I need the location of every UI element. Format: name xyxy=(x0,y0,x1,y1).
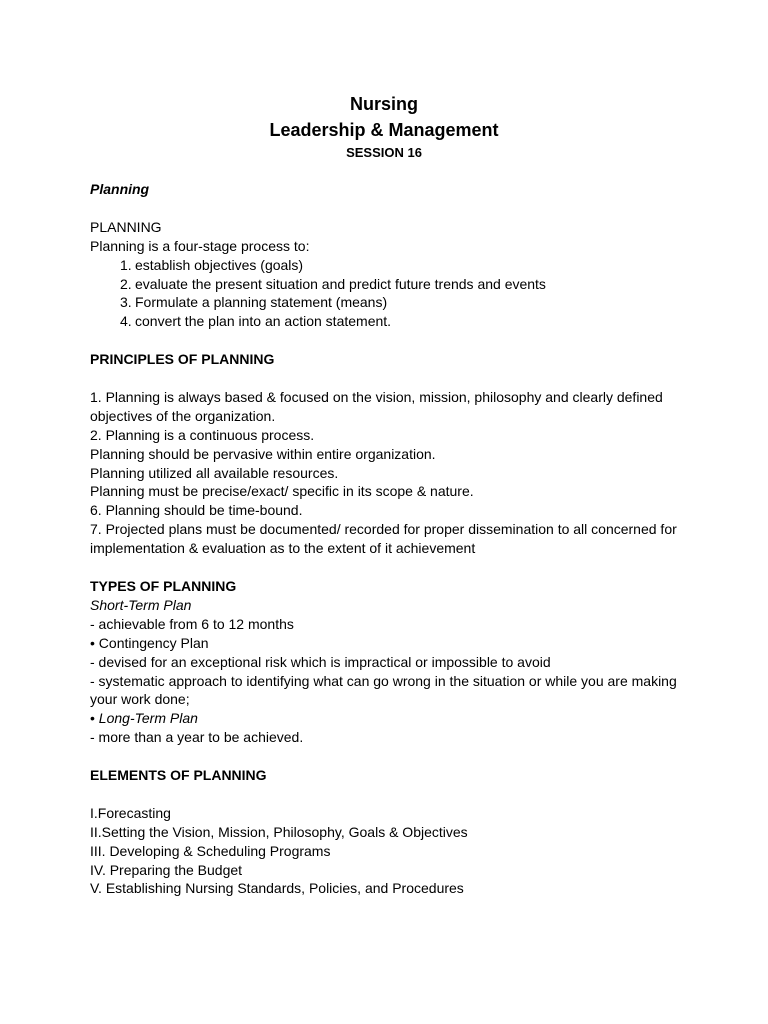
principles-heading: PRINCIPLES OF PLANNING xyxy=(90,351,275,368)
contingency-plan-detail: - devised for an exceptional risk which is impractical or impossible to avoid xyxy=(90,653,551,670)
list-item xyxy=(90,312,690,331)
list-item-text: establish objectives (goals) xyxy=(135,256,304,273)
principle-item: Planning must be precise/exact/ specific in its scope & nature. xyxy=(90,483,474,500)
short-term-plan-detail: - achievable from 6 to 12 months xyxy=(90,615,294,632)
list-item-text: Formulate a planning statement (means) xyxy=(135,294,388,311)
list-item-number: 4. xyxy=(120,313,132,330)
session-label: SESSION 16 xyxy=(346,145,422,160)
element-item: V. Establishing Nursing Standards, Policies, and Procedures xyxy=(90,880,464,897)
spacer xyxy=(90,785,690,804)
element-item: I.Forecasting xyxy=(90,804,171,821)
contingency-plan-label: • Contingency Plan xyxy=(90,634,209,651)
planning-steps-list xyxy=(90,256,690,332)
principle-item: 6. Planning should be time-bound. xyxy=(90,502,303,519)
spacer xyxy=(90,558,690,577)
list-item-number: 2. xyxy=(120,275,132,292)
contingency-plan-detail: - systematic approach to identifying what can go wrong in the situation or while you are making your work done; xyxy=(90,672,677,708)
list-item-number: 1. xyxy=(120,256,132,273)
planning-section-heading: Planning xyxy=(90,181,150,197)
long-term-plan-row xyxy=(90,709,690,728)
element-item: IV. Preparing the Budget xyxy=(90,861,243,878)
spacer xyxy=(90,331,690,350)
spacer xyxy=(90,747,690,766)
list-item-text: evaluate the present situation and predict future trends and events xyxy=(135,275,546,292)
list-item xyxy=(90,256,690,275)
spacer xyxy=(90,369,690,388)
planning-label: PLANNING xyxy=(90,218,162,235)
spacer xyxy=(90,199,690,218)
types-heading: TYPES OF PLANNING xyxy=(90,577,237,594)
list-item-number: 3. xyxy=(120,294,132,311)
planning-intro: Planning is a four-stage process to: xyxy=(90,237,310,254)
document-subtitle: Leadership & Management xyxy=(269,120,499,140)
element-item: II.Setting the Vision, Mission, Philosophy, Goals & Objectives xyxy=(90,823,468,840)
principle-item: Planning utilized all available resources. xyxy=(90,464,339,481)
document-body xyxy=(90,180,690,898)
long-term-plan-detail: - more than a year to be achieved. xyxy=(90,729,304,746)
document-title: Nursing xyxy=(349,94,418,114)
bullet: • xyxy=(90,710,99,727)
principle-item: 2. Planning is a continuous process. xyxy=(90,426,315,443)
list-item xyxy=(90,293,690,312)
list-item xyxy=(90,275,690,294)
list-item-text: convert the plan into an action statement. xyxy=(135,313,392,330)
principle-item: 1. Planning is always based & focused on the vision, mission, philosophy and clearly defined objectives of the organization. xyxy=(90,388,663,424)
principle-item: 7. Projected plans must be documented/ recorded for proper dissemination to all concerned for implementation & evaluation as to the extent of it achievement xyxy=(90,521,677,557)
principle-item: Planning should be pervasive within entire organization. xyxy=(90,445,436,462)
elements-heading: ELEMENTS OF PLANNING xyxy=(90,767,267,784)
short-term-plan-label: Short-Term Plan xyxy=(90,596,192,613)
element-item: III. Developing & Scheduling Programs xyxy=(90,842,331,859)
long-term-plan-label: Long-Term Plan xyxy=(98,710,198,727)
